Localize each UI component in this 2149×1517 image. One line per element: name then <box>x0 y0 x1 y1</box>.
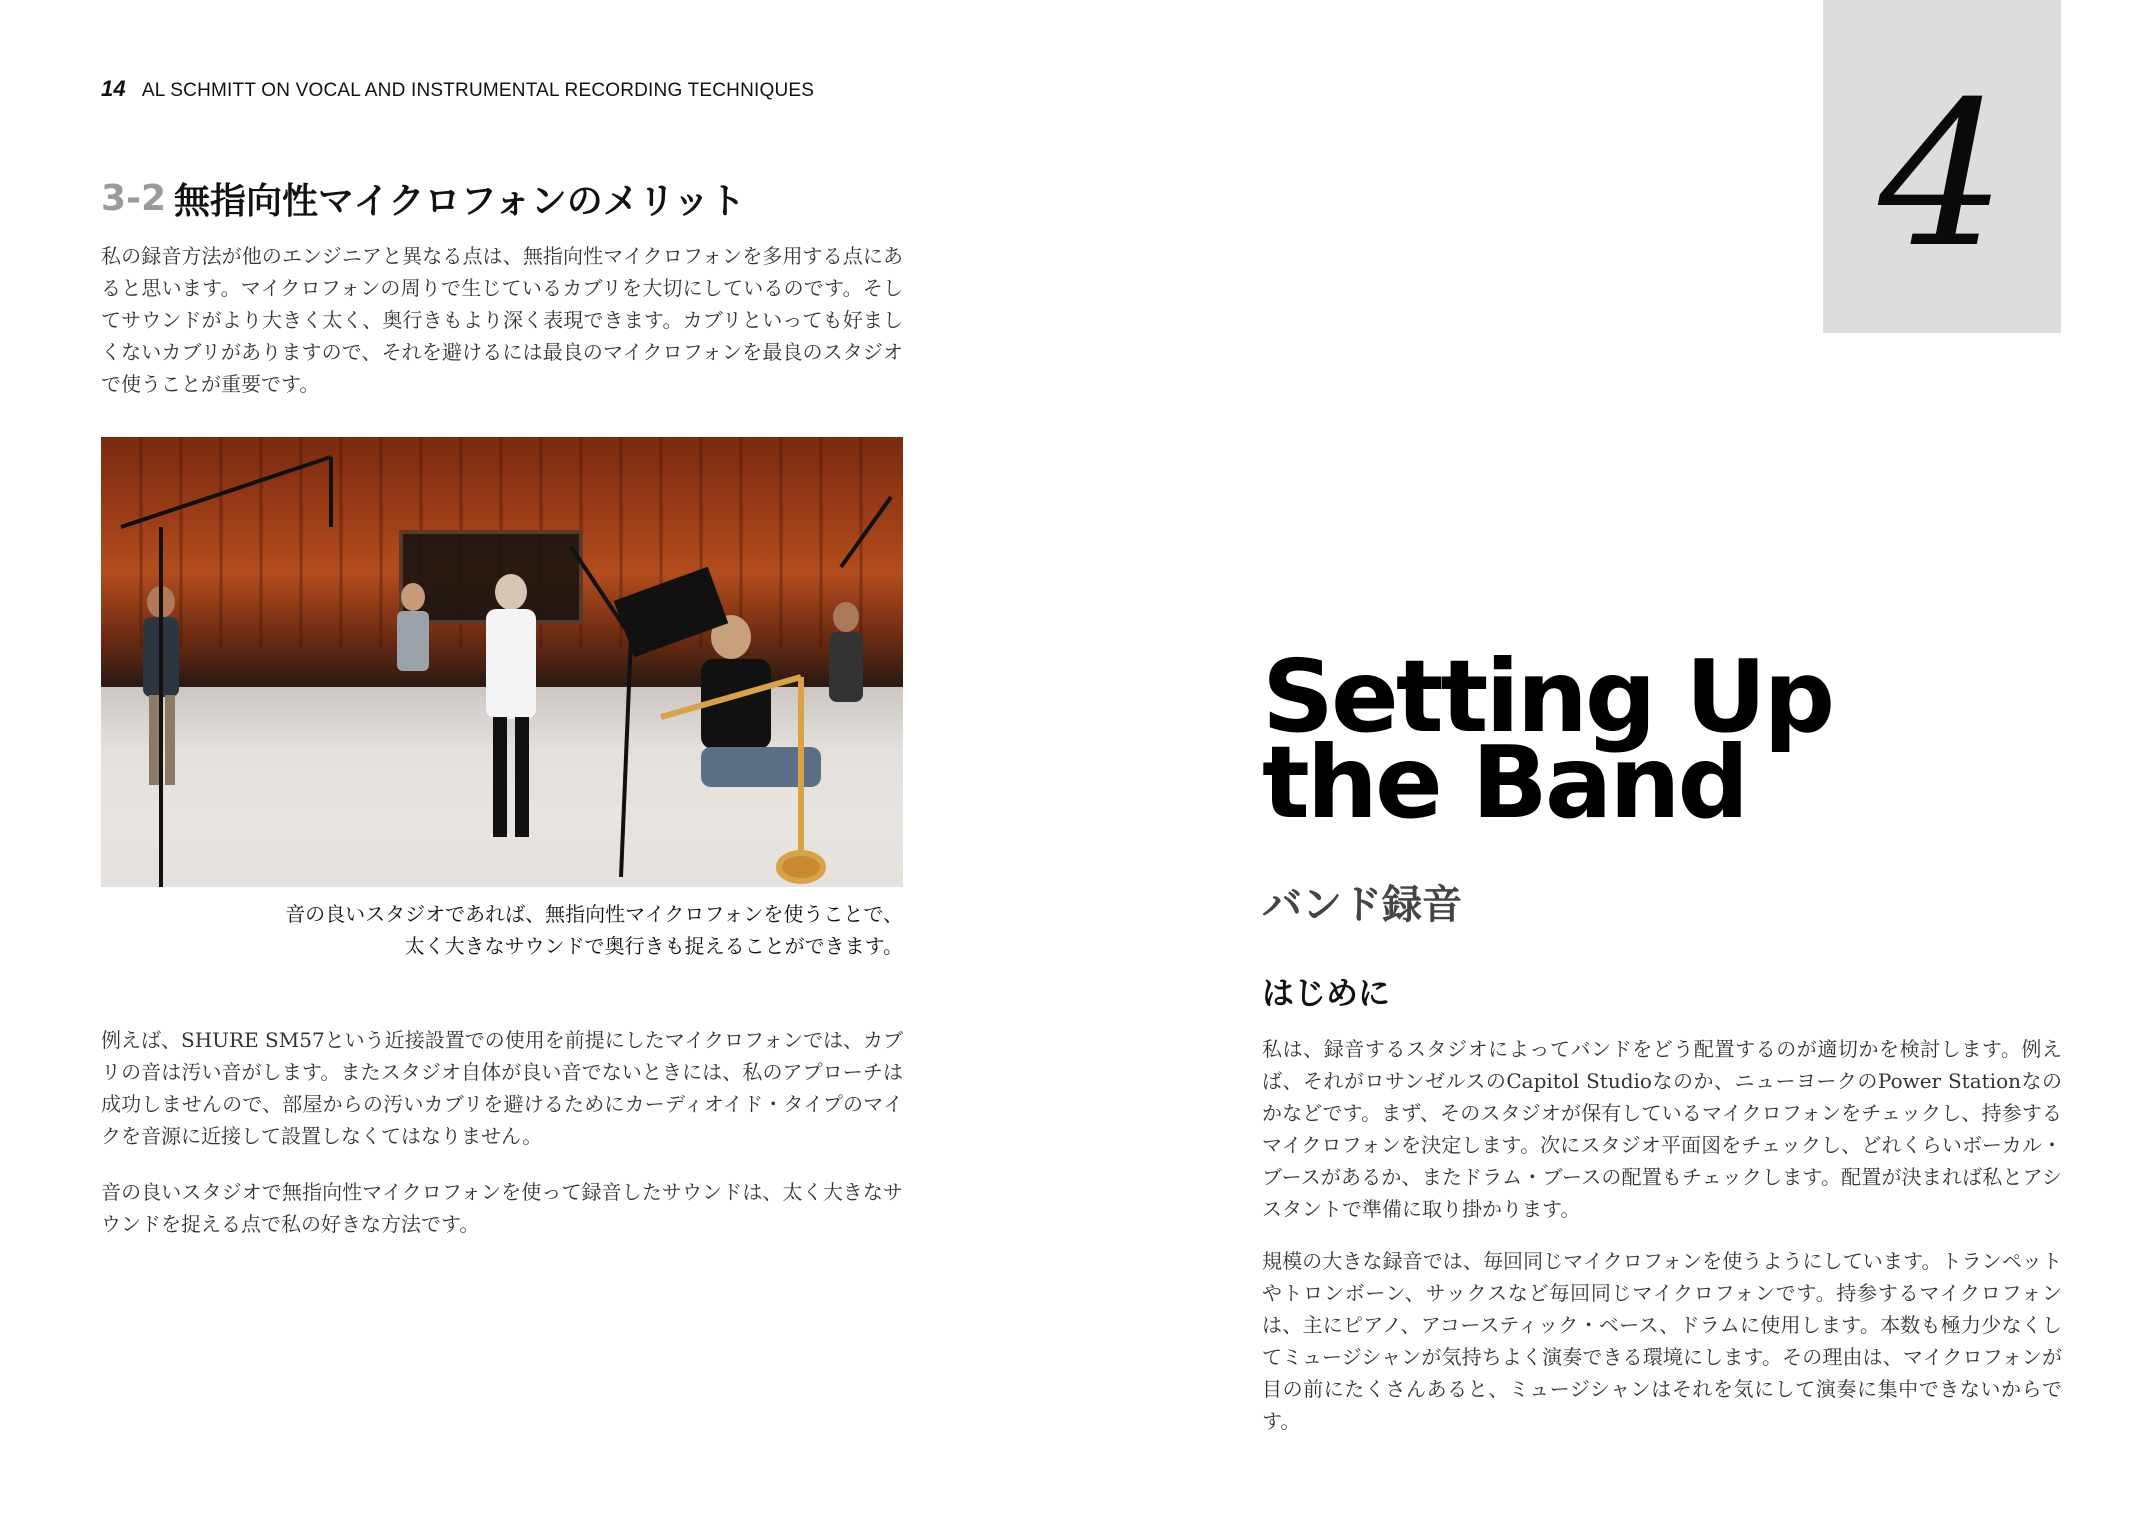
left-paragraph-1: 例えば、SHURE SM57という近接設置での使用を前提にしたマイクロフォンでは、カブリの音は汚い音がします。またスタジオ自体が良い音でないときには、私のアプローチは成功しませんので、部屋からの汚いカブリを避けるためにカーディオイド・タイプのマイクを音源に近接して設置しなくてはなりません。 <box>101 1028 903 1148</box>
chapter-title-line-1: Setting Up <box>1262 638 1833 755</box>
photo-caption-line-2: 太く大きなサウンドで奥行きも捉えることができます。 <box>404 934 903 958</box>
chapter-number: 4 <box>1878 58 2006 292</box>
running-title: AL SCHMITT ON VOCAL AND INSTRUMENTAL RECORDING TECHNIQUES <box>141 80 815 101</box>
left-intro-paragraph: 私の録音方法が他のエンジニアと異なる点は、無指向性マイクロフォンを多用する点にあると思います。マイクロフォンの周りで生じているカブリを大切にしているのです。そしてサウンドがより大きく太く、奥行きもより深く表現できます。カブリといっても好ましくないカブリがありますので、それを避けるには最良のマイクロフォンを最良のスタジオで使うことが重要です。 <box>101 244 903 396</box>
photo-caption-line-1: 音の良いスタジオであれば、無指向性マイクロフォンを使うことで、 <box>285 902 903 926</box>
page-number: 14 <box>101 76 126 101</box>
section-number: 3-2 <box>101 177 167 219</box>
chapter-subtitle: バンド録音 <box>1262 882 1462 928</box>
right-paragraph-1: 私は、録音するスタジオによってバンドをどう配置するのが適切かを検討します。例えば、それがロサンゼルスのCapitol Studioなのか、ニューヨークのPower Stationなのかなどです。まず、そのスタジオが保有しているマイクロフォンをチェックし、持参するマイクロフォンを決定します。次にスタジオ平面図をチェックし、どれくらいボーカル・ブースがあるか、またドラム・ブースの配置もチェックします。配置が決まれば私とアシスタントで準備に取り掛かります。 <box>1262 1037 2062 1221</box>
studio-photo <box>101 437 903 887</box>
chapter-number-box <box>1823 0 2061 333</box>
section-title-text: 無指向性マイクロフォンのメリット <box>174 180 746 222</box>
intro-heading: はじめに <box>1262 974 1391 1012</box>
chapter-title-line-2: the Band <box>1262 724 1747 841</box>
studio-photo-illustration <box>101 437 903 887</box>
photo-caption <box>101 898 903 962</box>
chapter-title <box>1262 638 2062 841</box>
left-paragraph-2: 音の良いスタジオで無指向性マイクロフォンを使って録音したサウンドは、太く大きなサウンドを捉える点で私の好きな方法です。 <box>101 1180 903 1236</box>
section-title <box>101 172 921 224</box>
running-header <box>101 76 814 106</box>
right-paragraph-2: 規模の大きな録音では、毎回同じマイクロフォンを使うようにしています。トランペットやトロンボーン、サックスなど毎回同じマイクロフォンです。持参するマイクロフォンは、主にピアノ、アコースティック・ベース、ドラムに使用します。本数も極力少なくしてミュージシャンが気持ちよく演奏できる環境にします。その理由は、マイクロフォンが目の前にたくさんあると、ミュージシャンはそれを気にして演奏に集中できないからです。 <box>1262 1249 2062 1433</box>
